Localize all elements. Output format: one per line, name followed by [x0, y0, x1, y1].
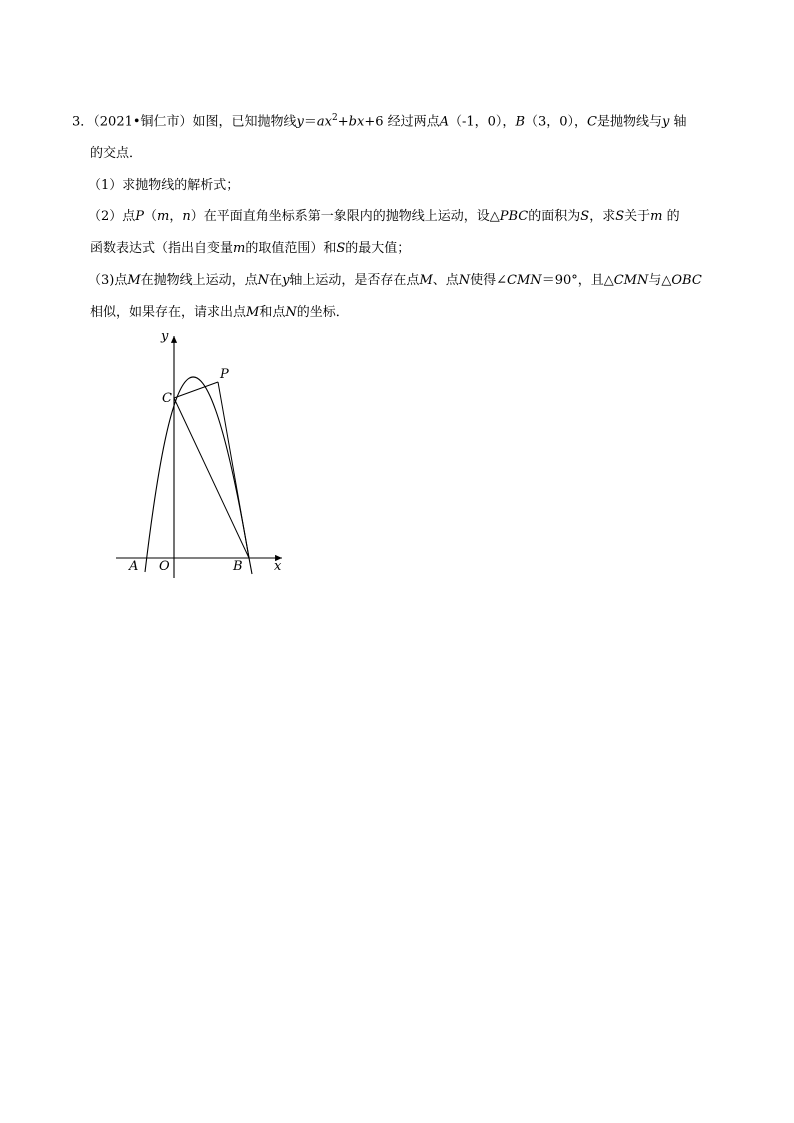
problem-number: 3．	[72, 114, 94, 130]
segment-CB	[174, 398, 249, 558]
label-x: x	[274, 559, 282, 574]
label-y: y	[161, 329, 169, 344]
question-3-line-2: 相似，如果存在，请求出点M和点N的坐标．	[90, 305, 349, 320]
question-3-line-1: （3)点M在抛物线上运动，点N在y轴上运动，是否存在点M、点N使得∠CMN＝90°，且△CMN与△OBC	[88, 273, 702, 288]
question-1: （1）求抛物线的解析式；	[88, 178, 240, 193]
segment-PB	[218, 382, 249, 558]
label-B: B	[233, 559, 243, 574]
problem-line-1: 3．（2021•铜仁市）如图，已知抛物线$y=ax^2+bx+6$ 经过两点A（-1，0），B（3，0），C是抛物线与y 轴	[72, 113, 687, 130]
parabola-figure	[110, 322, 295, 584]
label-O: O	[159, 559, 170, 574]
question-2-line-1: （2）点P（m，n）在平面直角坐标系第一象限内的抛物线上运动，设△PBC的面积为S，求S关于m 的	[88, 209, 680, 224]
parabola-curve	[145, 377, 252, 574]
question-2-line-2: 函数表达式（指出自变量m的取值范围）和S的最大值；	[90, 241, 411, 256]
problem-line-2: 的交点．	[90, 146, 143, 161]
label-P: P	[220, 367, 229, 382]
label-A: A	[129, 559, 139, 574]
label-C: C	[162, 391, 172, 406]
